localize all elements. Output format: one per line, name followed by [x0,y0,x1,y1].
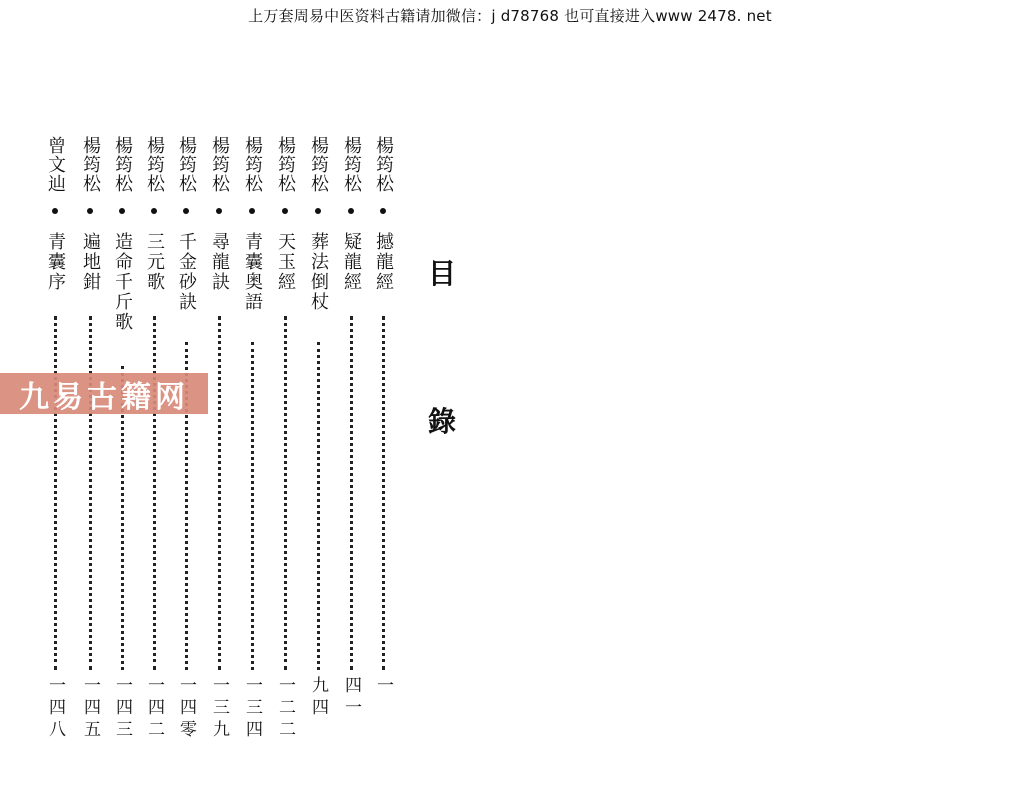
toc-entry[interactable] [141,136,167,746]
toc-page: 一四五 [80,676,100,742]
source-banner: 上万套周易中医资料古籍请加微信：j d78768 也可直接进入www 2478. net [248,7,772,25]
toc-entry[interactable] [338,136,364,746]
toc-page: 四一 [341,676,361,720]
toc-page: 一四三 [112,676,132,742]
toc-entry[interactable] [206,136,232,746]
leader-dots [382,316,385,670]
separator-dot [282,208,288,214]
toc-entry[interactable] [272,136,298,746]
toc-title: 青囊奥語 [242,232,263,312]
toc-entry[interactable] [109,136,135,746]
leader-dots [284,316,287,670]
toc-page: 一三四 [242,676,262,742]
toc-title: 撼龍經 [373,232,394,292]
watermark-banner: 九易古籍网 [0,373,208,414]
toc-entry[interactable] [239,136,265,746]
toc-page: 一二二 [275,676,295,742]
leader-dots [54,316,57,670]
toc-page: 一三九 [209,676,229,742]
separator-dot [87,208,93,214]
toc-title: 天玉經 [275,232,296,292]
toc-title: 造命千斤歌 [112,232,133,332]
toc-title: 尋龍訣 [209,232,230,292]
toc-title: 葬法倒杖 [308,232,329,312]
heading-lu: 錄 [428,405,457,438]
toc-entry[interactable] [42,136,68,746]
heading-mu: 目 [428,257,457,290]
leader-dots [218,316,221,670]
leader-dots [153,316,156,670]
toc-title: 遍地鉗 [80,232,101,292]
leader-dots [350,316,353,670]
leader-dots [317,342,320,670]
separator-dot [119,208,125,214]
toc-page: 一四二 [144,676,164,742]
toc-page: 一四八 [45,676,65,742]
toc-title: 三元歌 [144,232,165,292]
leader-dots [251,342,254,670]
separator-dot [151,208,157,214]
toc-title: 青囊序 [45,232,66,292]
toc-entry[interactable] [305,136,331,746]
toc-author: 楊筠松 [209,136,230,193]
toc-author: 楊筠松 [275,136,296,193]
toc-author: 楊筠松 [112,136,133,193]
toc-author: 楊筠松 [144,136,165,193]
toc-title: 疑龍經 [341,232,362,292]
leader-dots [89,316,92,670]
toc-entry[interactable] [370,136,396,746]
separator-dot [249,208,255,214]
toc-page: 九四 [308,676,328,720]
separator-dot [216,208,222,214]
toc-title: 千金砂訣 [176,232,197,312]
toc-entry[interactable] [77,136,103,746]
toc-page: 一四零 [176,676,196,742]
toc-author: 楊筠松 [242,136,263,193]
toc-author: 曾文辿 [45,136,66,193]
separator-dot [183,208,189,214]
separator-dot [52,208,58,214]
toc-author: 楊筠松 [80,136,101,193]
toc-page: 一 [373,676,393,698]
toc-author: 楊筠松 [341,136,362,193]
separator-dot [315,208,321,214]
toc-author: 楊筠松 [308,136,329,193]
separator-dot [348,208,354,214]
toc-author: 楊筠松 [373,136,394,193]
toc-entry[interactable] [173,136,199,746]
separator-dot [380,208,386,214]
toc-author: 楊筠松 [176,136,197,193]
